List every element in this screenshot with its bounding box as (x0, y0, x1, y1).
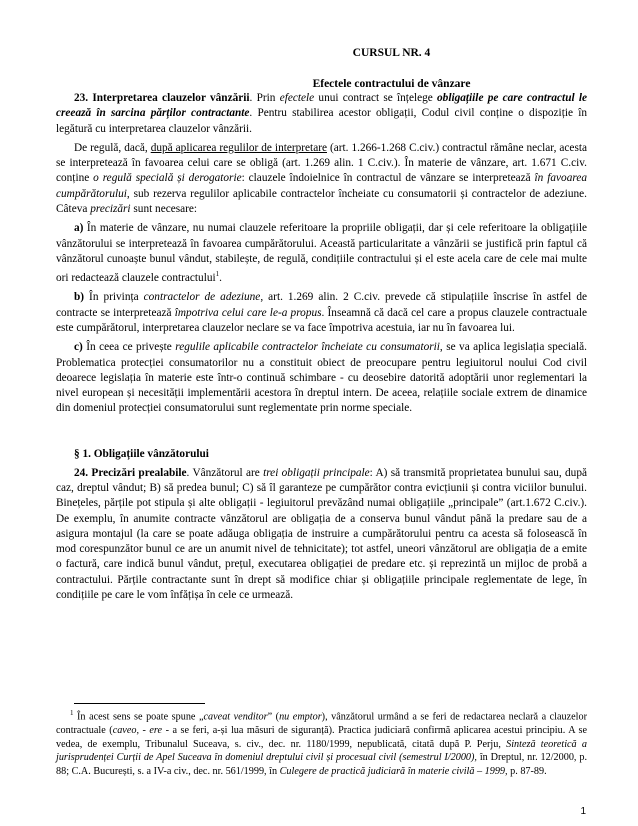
course-title: CURSUL NR. 4 (352, 47, 431, 59)
paragraph-23: 23. Interpretarea clauzelor vânzării. Prin efectele unui contract se înțelege obligațiile pe care contractul le creează în sarcina părților contractante. Pentru stabilirea acestor obligații, Codul civil conține o dispoziție în legătură cu interpretarea clauzelor vânzării. (56, 92, 588, 135)
paragraph-b: b) În privința contractelor de adeziune, art. 1.269 alin. 2 C.civ. prevede că stipulațiile înscrise în astfel de contracte se interpretează împotriva celui care le-a propus. Înseamnă că dacă cel care a propus clauzele contractuale este cumpărătorul, interpretarea clauzelor neclare se va face împotriva acestuia, iar nu în favoarea lui. (56, 291, 587, 334)
section-heading: § 1. Obligațiile vânzătorului (74, 447, 209, 460)
paragraph-24: 24. Precizări prealabile. Vânzătorul are trei obligații principale: A) să transmită proprietatea bunului sau, după caz, dreptul vândut; B) să predea bunul; C) să îl garanteze pe cumpărător contra evicțiunii și contra viciilor bunului. Binețeles, părțile pot stipula și alte obligații - legiuitorul prevăzând numai obligațiile „principale” (art.1.672 C.civ.). De exemplu, în anumite contracte vânzătorul are obligația de a conserva bunul vândut până la predare sau de a asigura montajul (la care se poate adăuga obligația de instruire a cumpărătorului pentru ca acesta să folosească în mod corespunzător bunul ce are un anumit nivel de tehnicitate); tot astfel, uneori vânzătorul are obligația de a emite o factură, care indică bunul vândut, prețul, executarea obligației de predare etc. și reprezintă un mijloc de probă a contractului. Părțile contractante sunt în drept să modifice chiar și obligațiile principale reglementate de lege, în condițiile pe care le vom înfățișa în cele ce urmează. (56, 466, 587, 602)
paragraph-heading: 23. Interpretarea clauzelor vânzării (74, 92, 250, 104)
chapter-subtitle: Efectele contractului de vânzare (312, 78, 471, 90)
paragraph-heading: 24. Precizări prealabile (74, 466, 187, 479)
footnote-ref[interactable]: 1 (215, 270, 220, 279)
page-number: 1 (580, 806, 586, 817)
paragraph-rule: De regulă, dacă, după aplicarea regulilor de interpretare (art. 1.266-1.268 C.civ.) contractul rămâne neclar, acesta se interpretează în favoarea celui care se obligă (art. 1.269 alin. 1 C.civ.). În materie de vânzare, art. 1.671 C.civ. conține o regulă specială și derogatorie: clauzele îndoielnice în contractul de vânzare se interpretează în favoarea cumpărătorului, sub rezerva regulilor aplicabile contractelor încheiate cu consumatorii și contractelor de adeziune. Câteva precizări sunt necesare: (56, 141, 587, 216)
document-page (56, 46, 587, 603)
footnote-separator (74, 703, 205, 704)
paragraph-c: c) În ceea ce privește regulile aplicabile contractelor încheiate cu consumatorii, se va aplica legislația specială. Problematica protecției consumatorilor nu a constituit obiect de preocupare pentru legiuitorul noului Cod civil deoarece legislația în materie este într-o continuă schimbare - cu deosebire datorită adoptării unor reglementari la nivel european și necesității implementării acestora în dreptul intern. De aceea, relațiile sociale extrem de dinamice din domeniul protecției consumatorului sunt reglementate prin norme speciale. (56, 341, 587, 415)
paragraph-a: a) În materie de vânzare, nu numai clauzele referitoare la propriile obligații, dar și cele referitoare la obligațiile vânzătorului se interpretează în favoarea cumpărătorului. Această particularitate a vânzării se justifică prin faptul că vânzătorul cunoaște bunul vândut, stabilește, de regulă, condițiile contractului și el este acela care de cele mai multe ori redactează clauzele contractului$^1$. (56, 222, 587, 285)
footnote: $^1$ În acest sens se poate spune „caveat venditor” (nu emptor), vânzătorul urmând a se feri de redactarea neclară a clauzelor contractuale (caveo, - ere - a se feri, a-și lua măsuri de siguranță). Practica judiciară confirmă aplicarea acestui principiu. A se vedea, de exemplu, Tribunalul Suceava, s. civ., dec. nr. 1180/1999, nepublicată, citată după P. Perju, Sinteză teoretică a jurisprudenței Curții de Apel Suceava în domeniul dreptului civil și procesual civil (semestrul I/2000), în Dreptul, nr. 12/2000, p. 88; C.A. București, s. a IV-a civ., dec. nr. 561/1999, în Culegere de practică judiciară în materie civilă – 1999, p. 87-89. (56, 709, 587, 777)
